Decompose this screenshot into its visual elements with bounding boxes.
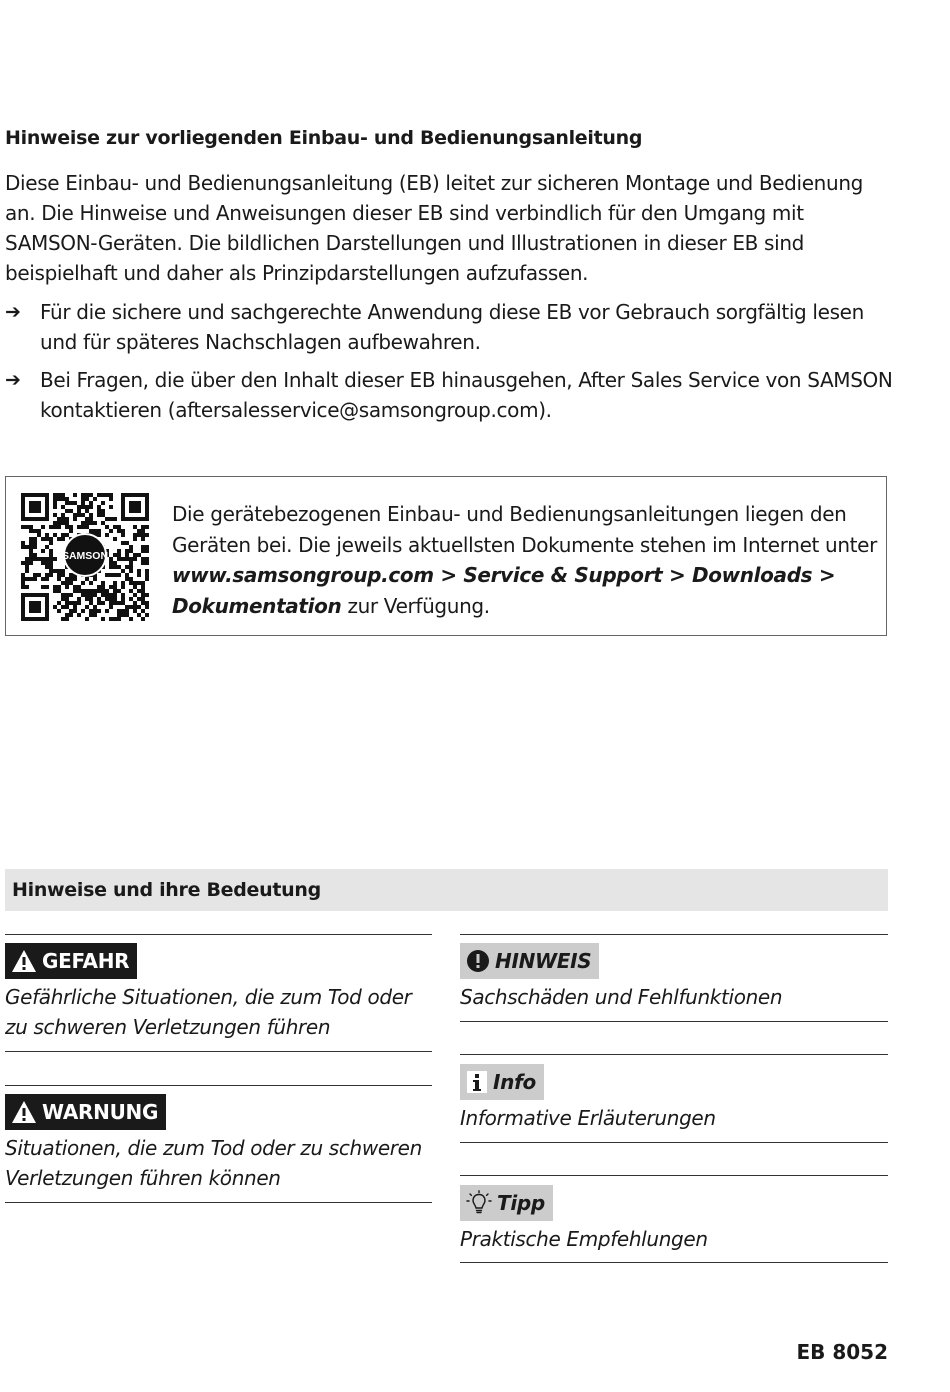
divider	[460, 1021, 888, 1022]
divider	[460, 1262, 888, 1263]
hinweis-description: Sachschäden und Fehlfunktionen	[460, 985, 783, 1009]
arrow-bullet-icon: ➔	[5, 369, 21, 391]
exclamation-circle-icon	[466, 949, 490, 973]
hinweis-badge	[460, 943, 599, 979]
divider	[460, 1054, 888, 1055]
qr-logo-text: SAMSON	[61, 550, 109, 562]
documentation-link-path[interactable]: www.samsongroup.com > Service & Support > Downloads > Dokumentation	[172, 563, 836, 618]
info-label: Info	[493, 1070, 536, 1094]
warning-triangle-icon	[11, 949, 37, 973]
bullet-text: Bei Fragen, die über den Inhalt dieser EB hinausgehen, After Sales Service von SAMSON kontaktieren (aftersalesservice@samsongroup.com).	[40, 368, 893, 422]
lightbulb-icon	[466, 1190, 492, 1216]
warnung-label: WARNUNG	[42, 1100, 159, 1124]
warnung-badge	[5, 1094, 166, 1130]
gefahr-description: Gefährliche Situationen, die zum Tod oder zu schweren Verletzungen führen	[5, 985, 412, 1039]
info-icon	[466, 1070, 488, 1094]
tipp-description: Praktische Empfehlungen	[460, 1227, 708, 1251]
hinweis-label: HINWEIS	[495, 949, 592, 973]
divider	[5, 1051, 432, 1052]
warnung-description: Situationen, die zum Tod oder zu schweren Verletzungen führen können	[5, 1136, 422, 1190]
divider	[460, 934, 888, 935]
divider	[5, 1202, 432, 1203]
gefahr-badge	[5, 943, 137, 979]
documentation-text	[172, 499, 877, 621]
documentation-text-before: Die gerätebezogenen Einbau- und Bedienungsanleitungen liegen den Geräten bei. Die jeweils aktuellsten Dokumente stehen im Internet unter	[172, 502, 878, 557]
intro-paragraph: Diese Einbau- und Bedienungsanleitung (EB) leitet zur sicheren Montage und Bedienung an. Die Hinweise und Anweisungen dieser EB sind verbindlich für den Umgang mit SAMSON-Geräten. Die bildlichen Darstellungen und Illustrationen in dieser EB sind beispielhaft und daher als Prinzipdarstellungen aufzufassen.	[5, 171, 863, 285]
divider	[5, 1085, 432, 1086]
qr-code-icon[interactable]	[21, 493, 149, 621]
instruction-bullet	[5, 297, 895, 357]
gefahr-label: GEFAHR	[42, 949, 130, 973]
notes-heading-bar	[5, 869, 888, 911]
tipp-badge	[460, 1185, 553, 1221]
notes-heading: Hinweise und ihre Bedeutung	[12, 879, 321, 901]
documentation-text-after: zur Verfügung.	[341, 593, 490, 618]
divider	[460, 1142, 888, 1143]
info-badge	[460, 1064, 544, 1100]
arrow-bullet-icon: ➔	[5, 301, 21, 323]
bullet-text: Für die sichere und sachgerechte Anwendung diese EB vor Gebrauch sorgfältig lesen und für späteres Nachschlagen aufbewahren.	[40, 300, 864, 354]
instruction-bullet	[5, 365, 895, 425]
divider	[460, 1175, 888, 1176]
intro-heading: Hinweise zur vorliegenden Einbau- und Bedienungsanleitung	[5, 127, 643, 149]
page-number: EB 8052	[796, 1340, 888, 1364]
tipp-label: Tipp	[497, 1191, 545, 1215]
warning-triangle-icon	[11, 1100, 37, 1124]
documentation-info-box	[5, 476, 887, 636]
divider	[5, 934, 432, 935]
info-description: Informative Erläuterungen	[460, 1106, 716, 1130]
